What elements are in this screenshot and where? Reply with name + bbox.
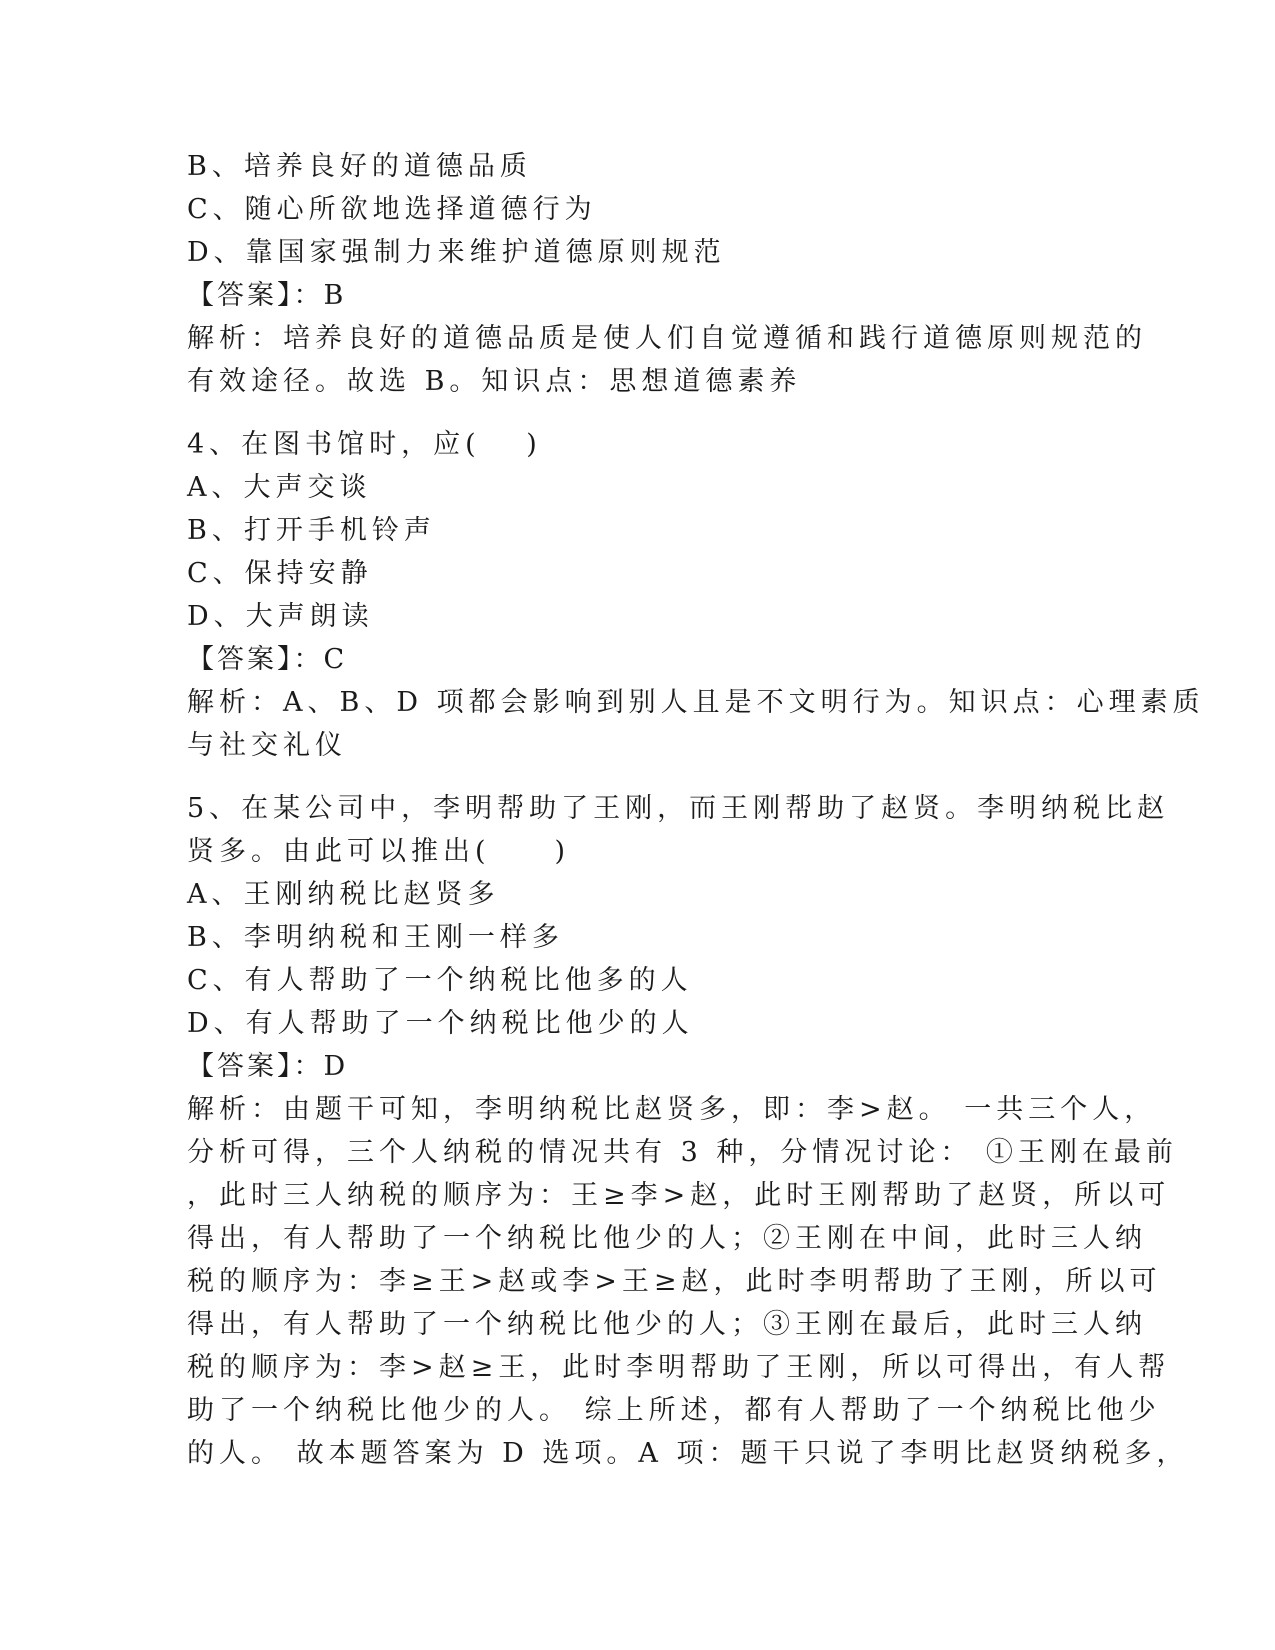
spacer [187, 767, 1087, 787]
option-c: C、随心所欲地选择道德行为 [187, 194, 597, 225]
option-c: C、有人帮助了一个纳税比他多的人 [187, 965, 693, 996]
answer-line: 【答案】：C [187, 644, 348, 675]
analysis-line: 与社交礼仪 [187, 730, 347, 761]
option-a: A、大声交谈 [187, 472, 372, 503]
analysis-line: 解析：由题干可知，李明纳税比赵贤多，即：李>赵。 一共三个人， [187, 1094, 1157, 1125]
analysis-line: 得出，有人帮助了一个纳税比他少的人；②王刚在中间，此时三人纳 [187, 1223, 1147, 1254]
spacer [187, 403, 1087, 423]
analysis-line: 得出，有人帮助了一个纳税比他少的人；③王刚在最后，此时三人纳 [187, 1309, 1147, 1340]
analysis-line: 有效途径。故选 B。知识点：思想道德素养 [187, 366, 802, 397]
analysis-line: 分析可得，三个人纳税的情况共有 3 种，分情况讨论： ①王刚在最前 [187, 1137, 1178, 1168]
option-d: D、靠国家强制力来维护道德原则规范 [187, 237, 726, 268]
question-3-block [187, 145, 1147, 403]
analysis-line: 解析：A、B、D 项都会影响到别人且是不文明行为。知识点：心理素质 [187, 687, 1205, 718]
analysis-line: ，此时三人纳税的顺序为：王≥李>赵，此时王刚帮助了赵贤，所以可 [187, 1180, 1171, 1211]
question-stem: 5、在某公司中，李明帮助了王刚，而王刚帮助了赵贤。李明纳税比赵 [187, 793, 1170, 824]
question-stem: 贤多。由此可以推出( ) [187, 836, 571, 867]
document-page [187, 145, 1205, 1475]
analysis-line: 的人。 故本题答案为 D 选项。A 项：题干只说了李明比赵贤纳税多， [187, 1438, 1189, 1469]
option-b: B、打开手机铃声 [187, 515, 436, 546]
analysis-line: 税的顺序为：李>赵≥王，此时李明帮助了王刚，所以可得出，有人帮 [187, 1352, 1171, 1383]
option-d: D、有人帮助了一个纳税比他少的人 [187, 1008, 694, 1039]
answer-line: 【答案】：D [187, 1051, 349, 1082]
question-4-block [187, 423, 1205, 767]
question-5-block [187, 787, 1189, 1475]
option-c: C、保持安静 [187, 558, 373, 589]
analysis-line: 助了一个纳税比他少的人。 综上所述，都有人帮助了一个纳税比他少 [187, 1395, 1161, 1426]
option-a: A、王刚纳税比赵贤多 [187, 879, 500, 910]
option-b: B、李明纳税和王刚一样多 [187, 922, 564, 953]
option-b: B、培养良好的道德品质 [187, 151, 532, 182]
analysis-line: 解析：培养良好的道德品质是使人们自觉遵循和践行道德原则规范的 [187, 323, 1147, 354]
analysis-line: 税的顺序为：李≥王>赵或李>王≥赵，此时李明帮助了王刚，所以可 [187, 1266, 1162, 1297]
option-d: D、大声朗读 [187, 601, 374, 632]
answer-line: 【答案】：B [187, 280, 347, 311]
question-stem: 4、在图书馆时，应( ) [187, 429, 542, 460]
